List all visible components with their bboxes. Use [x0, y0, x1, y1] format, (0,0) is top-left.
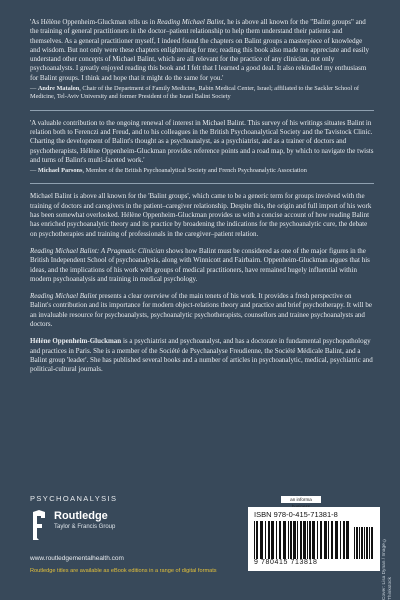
- publisher-url[interactable]: www.routledgementalhealth.com: [30, 555, 124, 562]
- author-bio: Hélène Oppenheim-Gluckman is a psychiatrist and psychoanalyst, and has a doctorate in fundamental psychopathology and practices in Paris. She is a member of the Société de Psychanalyse Freudienne, the Société Médicale Balint, and a Balint group 'leader'. She has published several books and a number of articles in psychoanalytic, medical, psychiatric and political-cultural journals.: [30, 337, 373, 374]
- description-paragraph-1: Michael Balint is above all known for the 'Balint groups', which came to be a generic term for groups involved with the training of doctors and caregivers in the patient–caregiver relationship. Despite this, the origin and full import of his work has been somewhat overlooked. Hélène Oppenheim-Gluckman provides us with a concise account of how reading Balint has enriched psychoanalytic theory and its practice by broadening the indications for the psychoanalytic cure, the debate on psychotherapies and training of professionals in the caregiver–patient relation.: [30, 192, 372, 238]
- cover-credit: Cover: Lisa Dynan / Image © Thinkstock: [382, 536, 393, 600]
- book-title-inline: Reading Michael Balint: [156, 18, 224, 26]
- ebook-note: Routledge titles are available as eBook editions in a range of digital formats: [30, 568, 217, 574]
- subject-category: PSYCHOANALYSIS: [30, 494, 118, 503]
- description-paragraph-3: Reading Michael Balint presents a clear overview of the main tenets of his work. It provides a fresh perspective on Balint's contribution and its importance for modern object-relations theory and practice and brief psychotherapy. It will be an invaluable resource for psychoanalysts, psychoanalytic psychotherapists, counsellors and trainee psychoanalysts and doctors.: [30, 292, 372, 329]
- informa-badge: an informa: [281, 496, 321, 503]
- isbn-label: ISBN 978-0-415-71381-8: [254, 510, 338, 519]
- divider: [30, 110, 374, 111]
- publisher-subtitle: Taylor & Francis Group: [54, 524, 116, 530]
- barcode-digits: 9 780415 713818: [254, 559, 318, 566]
- cover-text: [30, 18, 374, 383]
- divider: [30, 183, 374, 184]
- routledge-logo-icon: [30, 508, 48, 544]
- endorsement-quote-1: 'As Hélène Oppenheim-Gluckman tells us in Reading Michael Balint, he is above all known for the "Balint groups" and the training of general practitioners in the doctor–patient relationship to help them understand their patients and themselves. As a general practitioner myself, I indeed found the chapters on Balint groups a masterpiece of knowledge and wisdom. But not only were these chapters enlightening for me; reading this book also made me appreciate and easily understand other concepts of Michael Balint, which are all relevant for the practice of any clinician, not only psychoanalysts. I greatly enjoyed reading this book and I felt that I learned a good deal. It also rekindled my enthusiasm for Balint groups. I think and hope that it might do the same for you.': [30, 18, 370, 82]
- endorsement-quote-2: 'A valuable contribution to the ongoing renewal of interest in Michael Balint. This survey of his writings situates Balint in relation both to Ferenczi and Freud, and to his colleagues in the British Psychoanalytical Society and the Tavistock Clinic. Charting the development of Balint's thought as a psychoanalyst, as a psychiatrist, and as a trainer of doctors and psychotherapists, Hélène Oppenheim-Gluckman provides reference points and a road map, by which to navigate the twists and turns of Balint's multi-faceted work.': [30, 118, 374, 164]
- publisher-logo: [30, 508, 180, 552]
- barcode: [248, 507, 380, 571]
- description-paragraph-2: Reading Michael Balint: A Pragmatic Clinician shows how Balint must be considered as one of the major figures in the British Independent School of psychoanalysis, along with Winnicott and Fairbairn. Oppenheim-Gluckman argues that his ideas, and the implications of his work with groups of medical practitioners, have remained hugely influential within modern psychoanalysis and training in medical psychology.: [30, 246, 370, 283]
- endorsement-attribution-1: — Andre Matalon, Chair of the Department of Family Medicine, Rabin Medical Center, Israel; affiliated to the Sackler School of Medicine, Tel-Aviv University and former President of the Israel Balint Society: [30, 85, 359, 101]
- barcode-addon-icon: [354, 521, 374, 559]
- endorsement-attribution-2: — Michael Parsons, Member of the British Psychoanalytical Society and French Psychoanalytic Association: [30, 167, 307, 175]
- publisher-name: Routledge: [54, 510, 108, 522]
- barcode-bars-icon: [254, 521, 352, 559]
